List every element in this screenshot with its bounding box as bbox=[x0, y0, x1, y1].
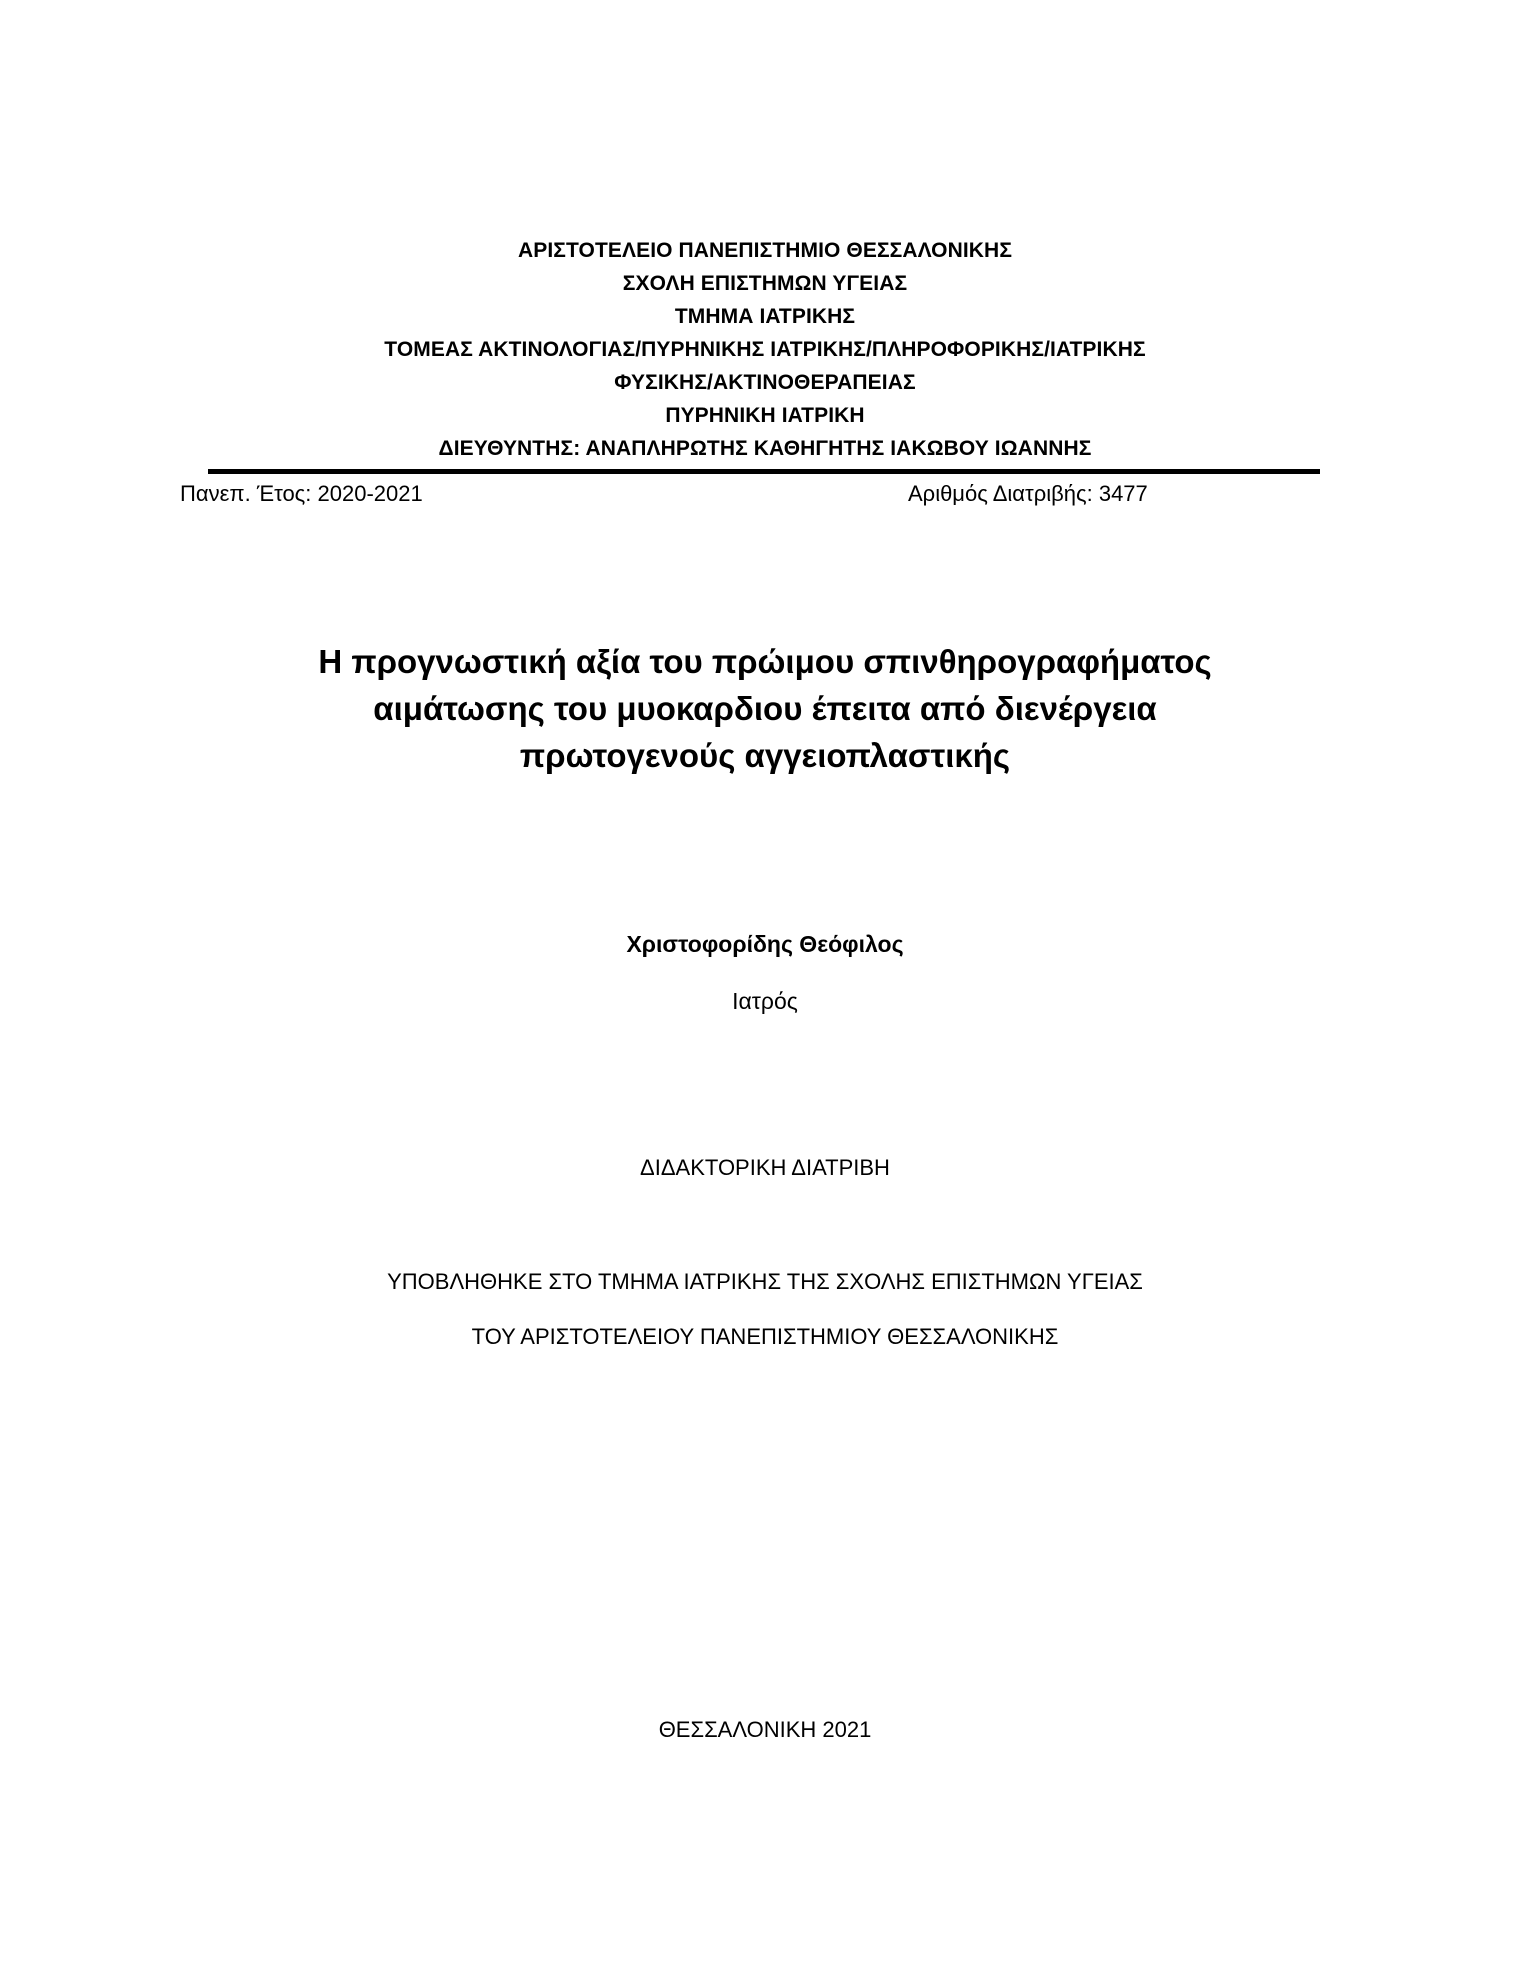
place-and-year: ΘΕΣΣΑΛΟΝΙΚΗ 2021 bbox=[658, 1717, 872, 1742]
author-name: Χριστοφορίδης Θεόφιλος bbox=[626, 931, 904, 957]
document-type: ΔΙΔΑΚΤΟΡΙΚΗ ΔΙΑΤΡΙΒΗ bbox=[640, 1155, 890, 1180]
thesis-title-line1: Η προγνωστική αξία του πρώιμου σπινθηρογραφήματος bbox=[318, 643, 1212, 680]
author-role: Ιατρός bbox=[732, 988, 798, 1014]
submission-statement-line2: ΤΟΥ ΑΡΙΣΤΟΤΕΛΕΙΟΥ ΠΑΝΕΠΙΣΤΗΜΙΟΥ ΘΕΣΣΑΛΟΝΙΚΗΣ bbox=[471, 1324, 1059, 1349]
submission-statement-line1: ΥΠΟΒΛΗΘΗΚΕ ΣΤΟ ΤΜΗΜΑ ΙΑΤΡΙΚΗΣ ΤΗΣ ΣΧΟΛΗΣ ΕΠΙΣΤΗΜΩΝ ΥΓΕΙΑΣ bbox=[387, 1269, 1143, 1294]
director-name: ΔΙΕΥΘΥΝΤΗΣ: ΑΝΑΠΛΗΡΩΤΗΣ ΚΑΘΗΓΗΤΗΣ ΙΑΚΩΒΟΥ ΙΩΑΝΝΗΣ bbox=[438, 437, 1092, 460]
academic-year: Πανεπ. Έτος: 2020-2021 bbox=[180, 481, 423, 506]
thesis-title-line2: αιμάτωσης του μυοκαρδιου έπειτα από διενέργεια bbox=[373, 690, 1157, 727]
header-divider bbox=[208, 469, 1320, 474]
school-name: ΣΧΟΛΗ ΕΠΙΣΤΗΜΩΝ ΥΓΕΙΑΣ bbox=[622, 272, 908, 295]
sector-name-line2: ΦΥΣΙΚΗΣ/ΑΚΤΙΝΟΘΕΡΑΠΕΙΑΣ bbox=[614, 371, 916, 394]
thesis-number: Αριθμός Διατριβής: 3477 bbox=[908, 481, 1148, 506]
university-name: ΑΡΙΣΤΟΤΕΛΕΙΟ ΠΑΝΕΠΙΣΤΗΜΙΟ ΘΕΣΣΑΛΟΝΙΚΗΣ bbox=[517, 239, 1013, 262]
clinic-name: ΠΥΡΗΝΙΚΗ ΙΑΤΡΙΚΗ bbox=[665, 404, 865, 427]
institution-header bbox=[200, 234, 1330, 465]
thesis-title bbox=[180, 638, 1350, 779]
thesis-title-line3: πρωτογενούς αγγειοπλαστικής bbox=[519, 737, 1011, 774]
sector-name-line1: ΤΟΜΕΑΣ ΑΚΤΙΝΟΛΟΓΙΑΣ/ΠΥΡΗΝΙΚΗΣ ΙΑΤΡΙΚΗΣ/ΠΛΗΡΟΦΟΡΙΚΗΣ/ΙΑΤΡΙΚΗΣ bbox=[384, 338, 1146, 361]
department-name: ΤΜΗΜΑ ΙΑΤΡΙΚΗΣ bbox=[674, 305, 856, 328]
